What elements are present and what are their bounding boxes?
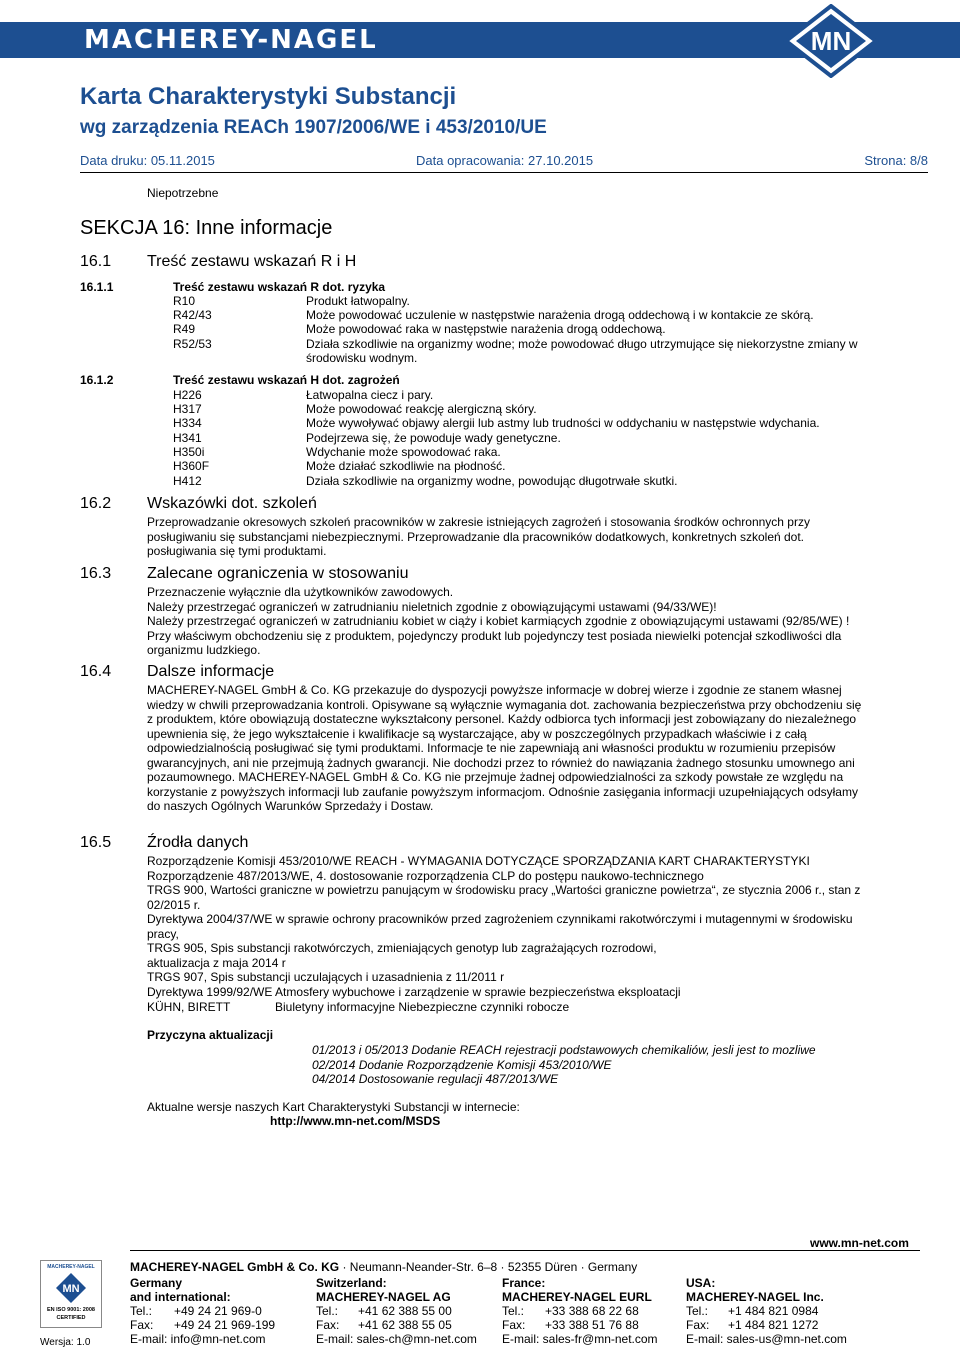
footer-tel: +41 62 388 55 00 [358, 1304, 452, 1318]
footer-email[interactable]: E-mail: sales-ch@mn-net.com [316, 1332, 477, 1346]
footer-company [130, 1260, 637, 1274]
r-text-continued: środowisku wodnym. [306, 351, 418, 365]
section-16-4-title: Dalsze informacje [147, 663, 275, 680]
h-text: Podejrzewa się, że powoduje wady genetyczne. [306, 431, 561, 445]
r-text: Może powodować raka w następstwie narażenia drogą oddechową. [306, 322, 666, 336]
text-line: Przy właściwym obchodzeniu się z produktem, pojedynczy produkt lub pojedynczy test posiada niewielki potencjał szkodliwości dla [147, 628, 842, 643]
iso-certificate-badge [40, 1260, 102, 1328]
update-line: 04/2014 Dostosowanie regulacji 487/2013/WE [312, 1072, 559, 1086]
text-line: Należy przestrzegać ograniczeń w zatrudnianiu nieletnich zgodnie z obowiązującymi ustawami (94/33/WE)! [147, 599, 717, 614]
msds-link[interactable]: http://www.mn-net.com/MSDS [270, 1114, 441, 1128]
text-line: Dyrektywa 2004/37/WE w sprawie ochrony pracowników przed zagrożeniem czynnikami rakotwórczymi i mutagennymi w środowisku [147, 912, 853, 926]
text-line: aktualizacja z maja 2014 r [147, 955, 286, 970]
section-16-4-text [147, 683, 917, 814]
r-text: Działa szkodliwie na organizmy wodne; może powodować długo utrzymujące się niekorzystne zmiany w [306, 337, 858, 351]
footer-fax-label: Fax: [502, 1318, 526, 1332]
h-text: Wdychanie może spowodować raka. [306, 445, 501, 459]
footer-tel-label: Tel.: [130, 1304, 153, 1318]
h-code: H226 [173, 388, 202, 402]
h-text: Działa szkodliwie na organizmy wodne, powodując długotrwałe skutki. [306, 474, 678, 488]
text-line: TRGS 907, Spis substancji uczulających i uzasadnienia z 11/2011 r [147, 970, 505, 984]
footer-fax-label: Fax: [686, 1318, 710, 1332]
text-line: pozaumownego. MACHEREY-NAGEL GmbH & Co. KG nie przejmuje żadnej odpowiedzialności za szkody powstałe ze względu na [147, 770, 844, 784]
text-line: wiedzy w chwili przeprowadzania kontroli. Opisywane są wyłącznie wymagania dot. zachowania bezpieczeństwa przy obchodzeniu się [147, 697, 862, 712]
footer-col-heading: France: [502, 1276, 546, 1290]
section-16-4-number: 16.4 [80, 663, 112, 680]
text-line: posługiwaniu się substancjami niebezpiecznymi. Przeprowadzanie dla pracowników dodatkowych, konkretnych szkoleń dot. [147, 529, 805, 544]
footer-divider [130, 1250, 920, 1251]
footer-email[interactable]: E-mail: sales-fr@mn-net.com [502, 1332, 658, 1346]
text-line: odpowiedzialnością posługiwać się tymi produktami. Informacje te nie zapewniają ani własności produktu w rozumieniu przepisów [147, 741, 836, 755]
text-line: upewnienia się, że jego wykształcenie i kwalifikacje są wystarczające, aby w poszczególnych przypadkach właściwie i z całą [147, 726, 807, 741]
cert-line-1: EN ISO 9001: 2008 [46, 1307, 95, 1313]
text-line: organizmu ludzkiego. [147, 643, 261, 657]
footer-tel-label: Tel.: [686, 1304, 709, 1318]
footer-tel: +1 484 821 0984 [728, 1304, 819, 1318]
text-line: posługiwania się tymi produktami. [147, 544, 327, 558]
footer-col-heading: Switzerland: [316, 1276, 387, 1290]
footer-fax: +49 24 21 969-199 [174, 1318, 276, 1332]
top-note: Niepotrzebne [147, 186, 219, 200]
section-16-1-2-title: Treść zestawu wskazań H dot. zagrożeń [173, 373, 400, 387]
internet-note: Aktualne wersje naszych Kart Charakterystyki Substancji w internecie: [147, 1100, 520, 1114]
footer-col-subheading: MACHEREY-NAGEL EURL [502, 1290, 652, 1304]
page-number: Strona: 8/8 [864, 153, 928, 168]
section-16-2-number: 16.2 [80, 495, 112, 512]
section-16-2-title: Wskazówki dot. szkoleń [147, 495, 317, 512]
footer-col-heading: USA: [686, 1276, 716, 1290]
footer-fax: +33 388 51 76 88 [545, 1318, 639, 1332]
r-code: R49 [173, 322, 196, 336]
section-16-1-title: Treść zestawu wskazań R i H [147, 253, 357, 270]
r-code: R10 [173, 294, 196, 308]
footer-tel: +33 388 68 22 68 [545, 1304, 639, 1318]
text-line: Przeznaczenie wyłącznie dla użytkowników zawodowych. [147, 585, 454, 599]
header-bar [0, 0, 960, 70]
text-line: Należy przestrzegać ograniczeń w zatrudnianiu kobiet w ciąży i kobiet karmiących zgodnie z obowiązującymi ustawami (92/85/WE) ! [147, 614, 850, 628]
section-16-3-number: 16.3 [80, 565, 112, 582]
preparation-date: Data opracowania: 27.10.2015 [416, 153, 594, 168]
text-line: Rozporządzenie 487/2013/WE, 4. dostosowanie rozporządzenia CLP do postępu naukowo-technicznego [147, 868, 704, 883]
cert-logo-text: MN [62, 1283, 80, 1295]
version-label: Wersja: 1.0 [40, 1337, 91, 1348]
h-code: H412 [173, 474, 202, 488]
footer-fax: +41 62 388 55 05 [358, 1318, 452, 1332]
section-16-1-1-number: 16.1.1 [80, 280, 114, 294]
h-code: H360F [173, 459, 210, 473]
section-16-2-text [147, 515, 917, 559]
section-16-1-number: 16.1 [80, 253, 112, 270]
cert-line-2: CERTIFIED [56, 1315, 86, 1321]
h-code: H350i [173, 445, 205, 459]
footer-tel-label: Tel.: [502, 1304, 525, 1318]
footer-email[interactable]: E-mail: sales-us@mn-net.com [686, 1332, 847, 1346]
brand-name: MACHEREY-NAGEL [84, 25, 378, 55]
text-line: MACHEREY-NAGEL GmbH & Co. KG przekazuje do dyspozycji powyższe informacje w dobrej wierze i zgodnie ze stanem własnej [147, 683, 842, 697]
r-code: R52/53 [173, 337, 212, 351]
r-text: Może powodować uczulenie w następstwie narażenia drogą oddechową i w kontakcie ze skórą. [306, 308, 814, 322]
section-16-1-1-title: Treść zestawu wskazań R dot. ryzyka [173, 280, 386, 294]
footer-email[interactable]: E-mail: info@mn-net.com [130, 1332, 266, 1346]
mn-logo-icon [782, 4, 880, 78]
text-line: korzystanie z powyższych informacji lub zaufanie powyższym informacjom. Odnośnie zasięgania informacji uzupełniających odsyłamy [147, 784, 858, 799]
text-line: TRGS 905, Spis substancji rakotwórczych, zmieniających genotyp lub zagrażających rozrodowi, [147, 941, 657, 955]
h-code: H317 [173, 402, 202, 416]
h-text: Łatwopalna ciecz i pary. [306, 388, 434, 402]
print-date: Data druku: 05.11.2015 [80, 153, 215, 168]
footer-tel-label: Tel.: [316, 1304, 339, 1318]
text-line: TRGS 900, Wartości graniczne w powietrzu panującym w środowisku pracy „Wartości graniczne powietrza“, ze stycznia 2006 r., stan z [147, 883, 861, 897]
section-16-5-number: 16.5 [80, 834, 112, 851]
document-subtitle: wg zarządzenia REACh 1907/2006/WE i 453/2010/UE [80, 117, 547, 138]
text-line: do naszych Ogólnych Warunków Sprzedaży i Dostaw. [147, 799, 434, 813]
logo-text: MN [810, 26, 852, 56]
document-title: Karta Charakterystyki Substancji [80, 83, 457, 110]
meta-line [80, 152, 928, 173]
text-line: Rozporządzenie Komisji 453/2010/WE REACH - WYMAGANIA DOTYCZĄCE SPORZĄDZANIA KART CHARAKTERYSTYKI [147, 854, 810, 868]
footer-fax-label: Fax: [316, 1318, 340, 1332]
text-line: 02/2015 r. [147, 897, 201, 912]
source-title: Biuletyny informacyjne Niebezpieczne czynniki robocze [275, 1000, 570, 1014]
text-line: gwarancyjnych, ani nie przejmują żadnych gwarancji. Nie dochodzi przez to również do nawiązania żadnego stosunku umownego ani [147, 755, 855, 770]
section-16-title: SEKCJA 16: Inne informacje [80, 217, 333, 239]
r-code: R42/43 [173, 308, 212, 322]
footer-tel: +49 24 21 969-0 [174, 1304, 262, 1318]
footer-company-address: · Neumann-Neander-Str. 6–8 · 52355 Düren · Germany [339, 1260, 638, 1274]
footer-col-subheading: and international: [130, 1290, 231, 1304]
section-16-5-title: Źrodła danych [147, 834, 249, 851]
h-text: Może powodować reakcję alergiczną skóry. [306, 402, 537, 416]
text-line: Dyrektywa 1999/92/WE Atmosfery wybuchowe i zarządzenie w sprawie bezpieczeństwa eksploatacji [147, 984, 681, 999]
update-line: 02/2014 Dodanie Rozporządzenie Komisji 453/2010/WE [312, 1058, 612, 1072]
h-code: H334 [173, 416, 202, 430]
footer-col-subheading: MACHEREY-NAGEL Inc. [686, 1290, 824, 1304]
text-line: z produktem, które obowiązują dostateczne wykształcony personel. Każdy odbiorca tych informacji jest zobowiązany do niezależnego [147, 712, 857, 726]
footer-fax: +1 484 821 1272 [728, 1318, 819, 1332]
footer-col-heading: Germany [130, 1276, 183, 1290]
section-16-3-text [147, 585, 917, 658]
cert-brand: MACHEREY-NAGEL [47, 1264, 95, 1270]
update-line: 01/2013 i 05/2013 Dodanie REACH rejestracji podstawowych chemikaliów, jesli jest to mozliwe [312, 1043, 816, 1057]
h-code: H341 [173, 431, 202, 445]
text-line: Przeprowadzanie okresowych szkoleń pracowników w zakresie istniejących zagrożeń i stosowania środków ochronnych przy [147, 515, 810, 529]
mn-small-logo-icon [55, 1272, 87, 1304]
r-text: Produkt łatwopalny. [306, 294, 410, 308]
section-16-1-2-number: 16.1.2 [80, 373, 114, 387]
h-text: Może działać szkodliwie na płodność. [306, 459, 506, 473]
text-line: pracy, [147, 926, 179, 941]
section-16-5-text [147, 854, 917, 999]
footer-company-name: MACHEREY-NAGEL GmbH & Co. KG [130, 1260, 340, 1274]
footer-col-subheading: MACHEREY-NAGEL AG [316, 1290, 451, 1304]
section-16-3-title: Zalecane ograniczenia w stosowaniu [147, 565, 409, 582]
footer-website[interactable]: www.mn-net.com [810, 1236, 909, 1250]
footer-fax-label: Fax: [130, 1318, 154, 1332]
update-reason-label: Przyczyna aktualizacji [147, 1028, 274, 1042]
source-author: KÜHN, BIRETT [147, 1000, 231, 1014]
h-text: Może wywoływać objawy alergii lub astmy lub trudności w oddychaniu w następstwie wdychania. [306, 416, 820, 430]
